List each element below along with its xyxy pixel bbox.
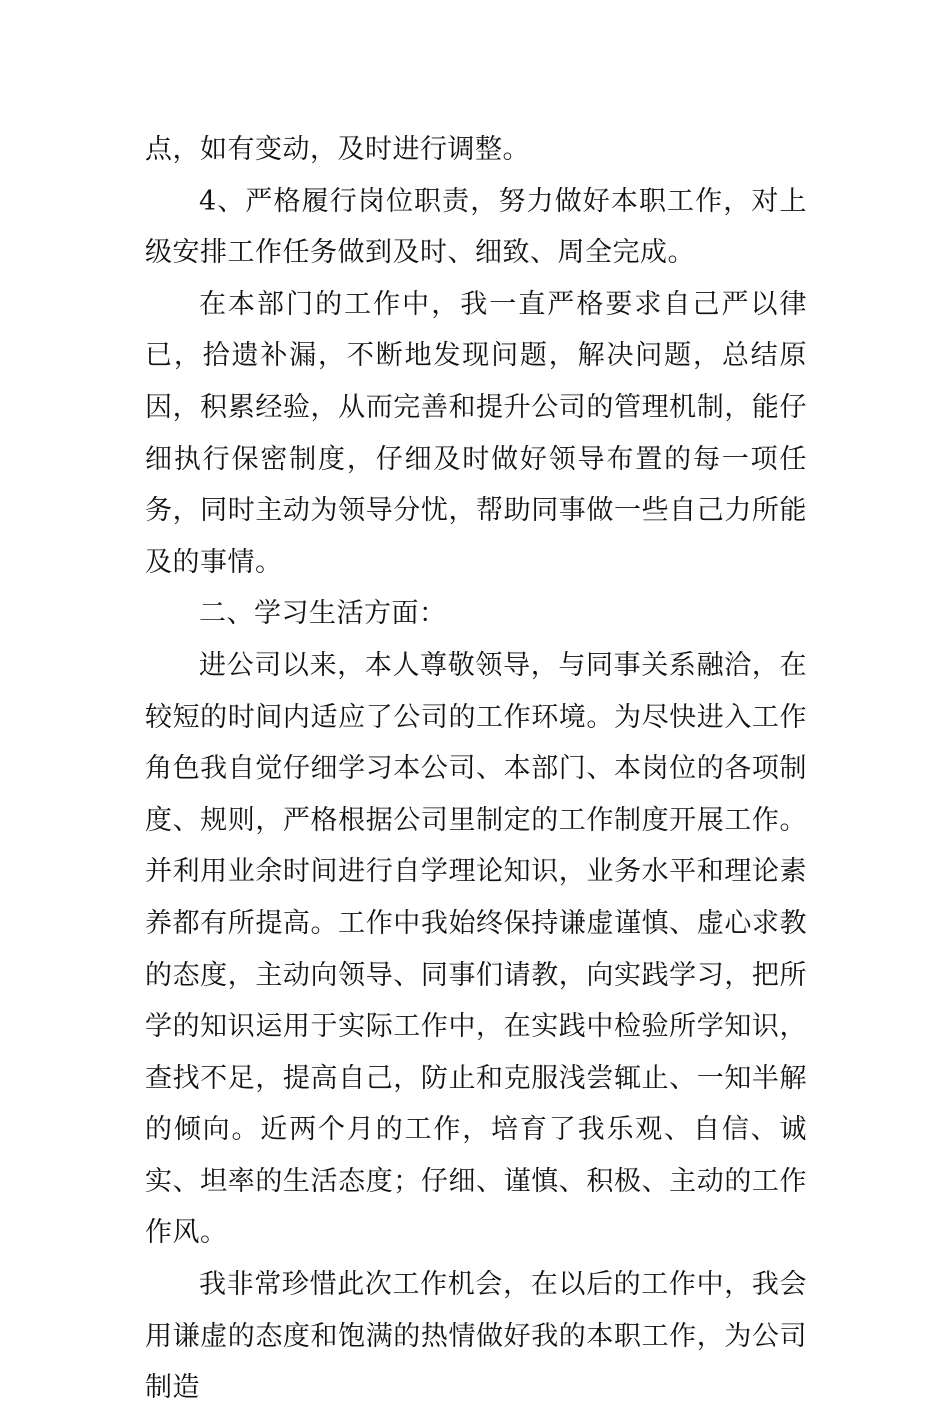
paragraph-department-work: 在本部门的工作中，我一直严格要求自己严以律已，拾遗补漏，不断地发现问题，解决问题，总结原因，积累经验，从而完善和提升公司的管理机制，能仔细执行保密制度，仔细及时做好领导布置的每一项任务，同时主动为领导分忧，帮助同事做一些自己力所能及的事情。 xyxy=(145,288,807,578)
section-heading-study-life: 二、学习生活方面： xyxy=(199,598,447,630)
document-body xyxy=(145,124,807,1414)
paragraph-continuation: 点，如有变动，及时进行调整。 xyxy=(145,134,530,165)
paragraph-item-4: 4、严格履行岗位职责，努力做好本职工作，对上级安排工作任务做到及时、细致、周全完成。 xyxy=(145,185,807,269)
paragraph-closing: 我非常珍惜此次工作机会，在以后的工作中，我会用谦虚的态度和饱满的热情做好我的本职工作，为公司制造 xyxy=(145,1269,807,1404)
paragraph-study-life: 进公司以来，本人尊敬领导，与同事关系融洽，在较短的时间内适应了公司的工作环境。为尽快进入工作角色我自觉仔细学习本公司、本部门、本岗位的各项制度、规则，严格根据公司里制定的工作制度开展工作。并利用业余时间进行自学理论知识，业务水平和理论素养都有所提高。工作中我始终保持谦虚谨慎、虚心求教的态度，主动向领导、同事们请教，向实践学习，把所学的知识运用于实际工作中，在实践中检验所学知识，查找不足，提高自己，防止和克服浅尝辄止、一知半解的倾向。近两个月的工作，培育了我乐观、自信、诚实、坦率的生活态度；仔细、谨慎、积极、主动的工作作风。 xyxy=(145,649,807,1249)
